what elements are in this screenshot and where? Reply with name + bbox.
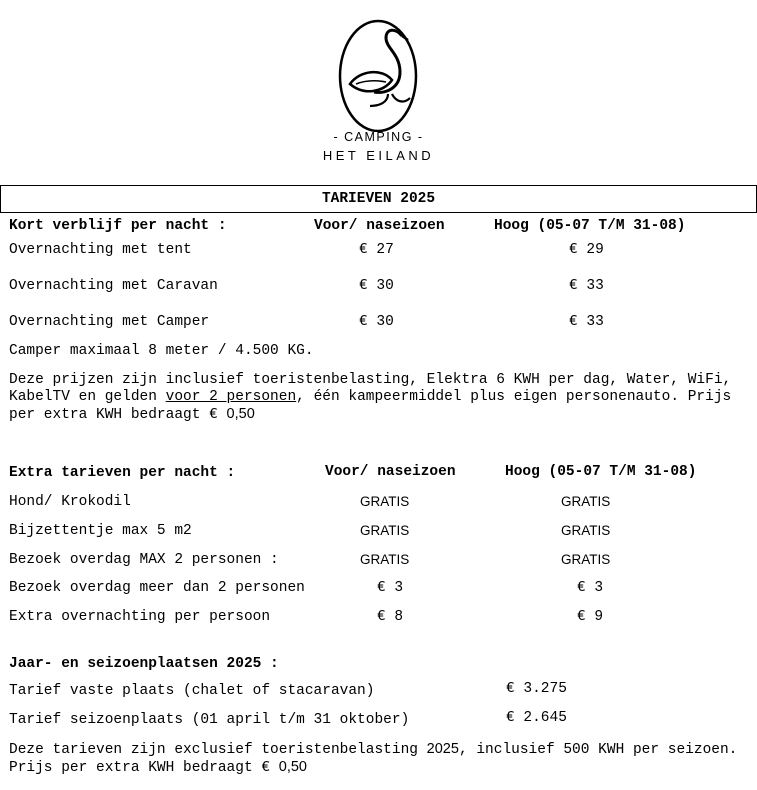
camper-note: Camper maximaal 8 meter / 4.500 KG. [9,343,314,359]
extra-row-label: Hond/ Krokodil [9,494,131,510]
extra-row-value-high: GRATIS [561,523,611,538]
extra-row-value-pre: GRATIS [360,523,410,538]
extra-row-label: Bijzettentje max 5 m2 [9,523,192,539]
extra-row-value-pre: GRATIS [360,552,410,567]
jaar-note-price: 0,50 [278,759,307,775]
kort-price-note [9,372,749,424]
jaar-note-text: Deze tarieven zijn exclusief toeristenbelasting [9,742,427,758]
kort-note-price: 0,50 [226,406,255,422]
extra-row-value-high: € 9 [577,609,604,625]
tariff-title-box [0,185,757,213]
jaar-row-value: € 3.275 [506,681,567,697]
kort-note-text-2: , één kampeermiddel plus eigen personenauto. Prijs per extra KWH bedraagt € [9,389,732,423]
jaar-price-note [9,741,749,777]
extra-row-label: Extra overnachting per persoon [9,609,271,625]
jaar-note-year: 2025 [426,741,459,757]
kort-row-value-high: € 29 [569,242,604,258]
kort-row-value-pre: € 30 [359,314,394,330]
kort-heading: Kort verblijf per nacht : [9,218,227,234]
camping-logo-emblem [330,14,430,132]
extra-row-value-high: GRATIS [561,494,611,509]
extra-row-value-pre: GRATIS [360,494,410,509]
extra-row-value-high: € 3 [577,580,604,596]
kort-note-underlined: voor 2 personen [165,389,297,405]
extra-heading: Extra tarieven per nacht : [9,465,236,481]
kort-row-value-high: € 33 [569,314,604,330]
kort-row-label: Overnachting met Camper [9,314,210,330]
kort-row-value-pre: € 30 [359,278,394,294]
extra-row-value-pre: € 3 [377,580,404,596]
kort-row-label: Overnachting met Caravan [9,278,218,294]
extra-row-label: Bezoek overdag meer dan 2 personen [9,580,305,596]
jaar-note-text-2: , inclusief 500 KWH per seizoen. Prijs per extra KWH bedraagt € [9,742,738,776]
kort-row-value-pre: € 27 [359,242,394,258]
kort-col-preseason: Voor/ naseizoen [314,218,445,234]
extra-row-label: Bezoek overdag MAX 2 personen : [9,552,279,568]
kort-note-text: Deze prijzen zijn inclusief toeristenbelasting, Elektra 6 KWH per dag, Water, WiFi, KabelTV en gelden [9,372,732,405]
jaar-row-label: Tarief seizoenplaats (01 april t/m 31 oktober) [9,712,410,728]
extra-col-preseason: Voor/ naseizoen [325,464,456,480]
brand-line-camping: - CAMPING - [333,130,424,144]
jaar-heading: Jaar- en seizoenplaatsen 2025 : [9,656,279,672]
extra-row-value-high: GRATIS [561,552,611,567]
jaar-row-label: Tarief vaste plaats (chalet of stacaravan) [9,683,375,699]
kort-col-high: Hoog (05-07 T/M 31-08) [494,218,686,234]
brand-line-name: HET EILAND [322,148,435,163]
extra-col-high: Hoog (05-07 T/M 31-08) [505,464,697,480]
page-title: TARIEVEN 2025 [321,191,436,207]
extra-row-value-pre: € 8 [377,609,404,625]
kort-row-label: Overnachting met tent [9,242,192,258]
jaar-row-value: € 2.645 [506,710,567,726]
kort-row-value-high: € 33 [569,278,604,294]
